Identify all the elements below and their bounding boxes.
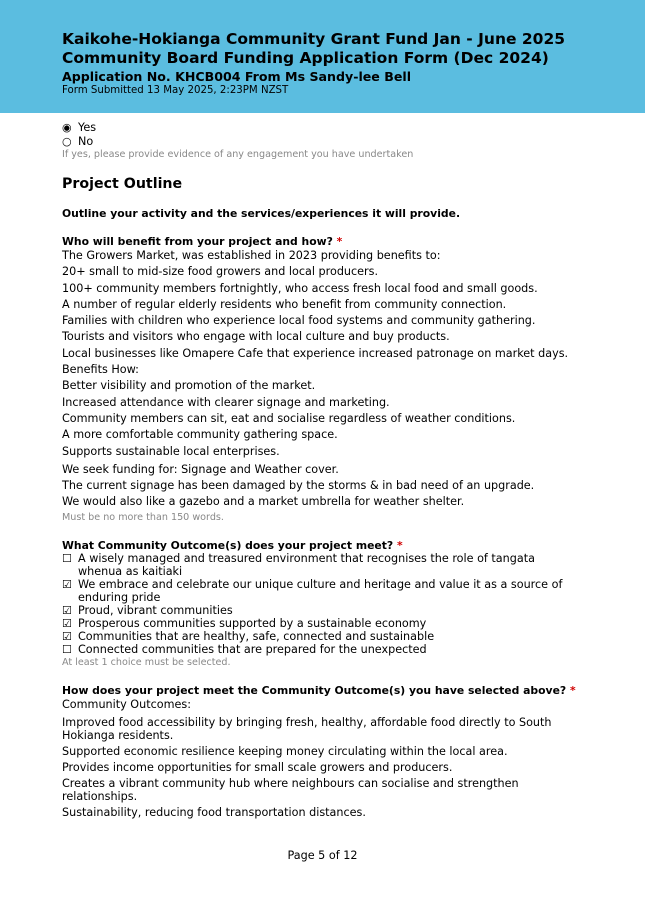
checkbox-unchecked-icon: ☐: [62, 551, 72, 565]
radio-label: Yes: [78, 121, 97, 134]
form-header: [0, 0, 645, 113]
checkbox-label: Communities that are healthy, safe, connected and sustainable: [78, 629, 435, 643]
checkbox-checked-icon: ☑: [62, 577, 72, 591]
checkbox-label: We embrace and celebrate our unique culture and heritage and value it as a source of enduring pride: [78, 577, 563, 604]
required-mark: *: [336, 235, 343, 248]
answer-line: We would also like a gazebo and a market umbrella for weather shelter.: [62, 495, 465, 509]
benefit-answer: [62, 248, 582, 511]
answer-line: Sustainability, reducing food transportation distances.: [62, 806, 366, 820]
answer-line: Creates a vibrant community hub where neighbours can socialise and strengthen relationships.: [62, 777, 519, 804]
answer-line: Community Outcomes:: [62, 697, 191, 711]
radio-unselected-icon: ○: [62, 134, 72, 148]
outcome-checkbox[interactable]: [62, 643, 582, 656]
answer-line: A more comfortable community gathering space.: [62, 428, 338, 442]
engagement-hint: If yes, please provide evidence of any engagement you have undertaken: [62, 149, 414, 160]
question-text: What Community Outcome(s) does your project meet?: [62, 538, 394, 552]
question-text: Who will benefit from your project and how?: [62, 235, 333, 248]
answer-line: Improved food accessibility by bringing fresh, healthy, affordable food directly to South Hokianga residents.: [62, 716, 552, 743]
answer-line: Tourists and visitors who engage with local culture and buy products.: [62, 330, 450, 344]
outcome-checkbox[interactable]: [62, 604, 582, 617]
answer-line: The Growers Market, was established in 2023 providing benefits to:: [62, 249, 441, 262]
answer-line: We seek funding for: Signage and Weather cover.: [62, 462, 339, 476]
answer-line: Local businesses like Omapere Cafe that experience increased patronage on market days.: [62, 346, 569, 360]
answer-line: The current signage has been damaged by the storms & in bad need of an upgrade.: [62, 479, 535, 493]
checkbox-unchecked-icon: ☐: [62, 642, 72, 656]
answer-line: A number of regular elderly residents who benefit from community connection.: [62, 297, 507, 311]
page-number: Page 5 of 12: [287, 849, 358, 862]
checkbox-checked-icon: ☑: [62, 603, 72, 617]
answer-line: Provides income opportunities for small scale growers and producers.: [62, 761, 453, 775]
answer-line: Families with children who experience local food systems and community gathering.: [62, 314, 536, 328]
required-mark: *: [396, 538, 403, 552]
checkbox-label: Connected communities that are prepared for the unexpected: [78, 642, 427, 656]
checkbox-label: Proud, vibrant communities: [78, 603, 233, 617]
benefit-question: [62, 235, 582, 248]
checkbox-checked-icon: ☑: [62, 616, 72, 630]
radio-selected-icon: ◉: [62, 121, 72, 134]
answer-line: Increased attendance with clearer signage and marketing.: [62, 395, 390, 409]
radio-option-no[interactable]: [62, 135, 582, 149]
outline-intro: Outline your activity and the services/experiences it will provide.: [62, 207, 461, 220]
answer-line: Better visibility and promotion of the market.: [62, 379, 316, 393]
answer-line: 100+ community members fortnightly, who access fresh local food and small goods.: [62, 281, 538, 295]
answer-line: Benefits How:: [62, 363, 139, 377]
checkbox-label: Prosperous communities supported by a sustainable economy: [78, 616, 427, 630]
word-limit-hint: Must be no more than 150 words.: [62, 511, 224, 523]
submitted-timestamp: Form Submitted 13 May 2025, 2:23PM NZST: [62, 85, 289, 96]
outcome-hint: At least 1 choice must be selected.: [62, 656, 231, 668]
answer-line: Community members can sit, eat and socialise regardless of weather conditions.: [62, 411, 516, 425]
checkbox-label: A wisely managed and treasured environment that recognises the role of tangata whenua as kaitiaki: [78, 551, 535, 578]
outcome-question: [62, 539, 582, 552]
section-title: Project Outline: [62, 176, 183, 192]
radio-label: No: [78, 134, 94, 148]
outcome-checkbox[interactable]: [62, 578, 582, 604]
meet-answer: [62, 697, 582, 819]
required-mark: *: [569, 683, 576, 697]
outcome-checkbox[interactable]: [62, 617, 582, 630]
outcome-checkbox-list: [62, 552, 582, 656]
outcome-checkbox[interactable]: [62, 552, 582, 578]
application-number: Application No. KHCB004 From Ms Sandy-lee Bell: [62, 69, 412, 84]
question-text: How does your project meet the Community Outcome(s) you have selected above?: [62, 683, 567, 697]
outcome-checkbox[interactable]: [62, 630, 582, 643]
answer-line: Supported economic resilience keeping money circulating within the local area.: [62, 745, 508, 759]
meet-question: [62, 684, 582, 697]
form-content: [62, 121, 582, 819]
radio-option-yes[interactable]: [62, 121, 582, 135]
header-title-line2: Community Board Funding Application Form (Dec 2024): [62, 49, 549, 67]
answer-line: Supports sustainable local enterprises.: [62, 444, 280, 458]
header-title-line1: Kaikohe-Hokianga Community Grant Fund Jan - June 2025: [62, 30, 566, 48]
answer-line: 20+ small to mid-size food growers and local producers.: [62, 265, 379, 279]
checkbox-checked-icon: ☑: [62, 629, 72, 643]
